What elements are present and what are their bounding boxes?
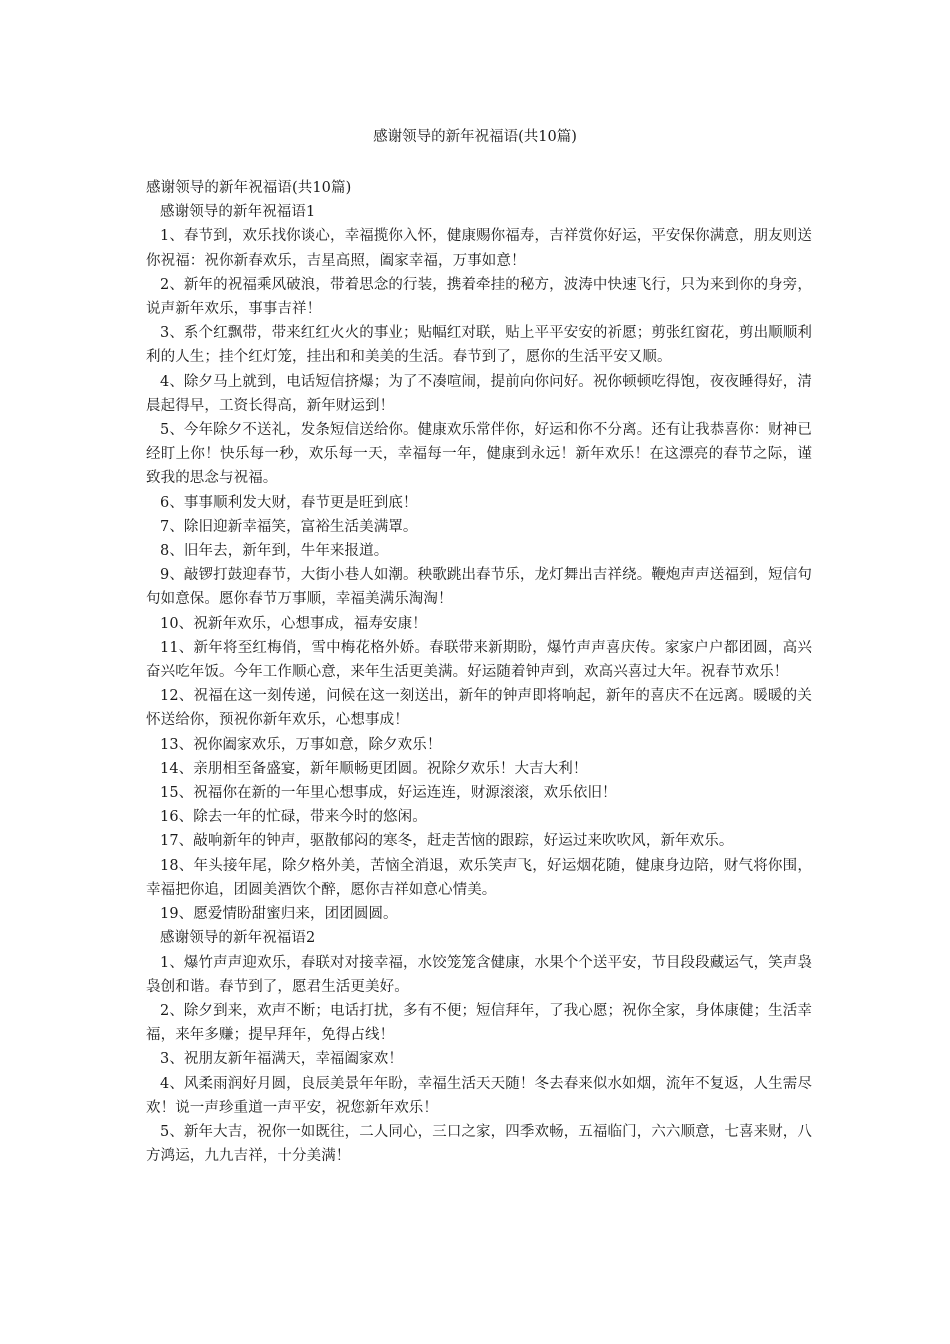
list-item: 9、敲锣打鼓迎春节，大街小巷人如潮。秧歌跳出春节乐，龙灯舞出吉祥绕。鞭炮声声送福到，短信句句如意保。愿你春节万事顺，幸福美满乐淘淘！ (146, 567, 812, 608)
list-item: 11、新年将至红梅俏，雪中梅花格外娇。春联带来新期盼，爆竹声声喜庆传。家家户户都团圆，高兴奋兴吃年饭。今年工作顺心意，来年生活更美满。好运随着钟声到，欢高兴喜过大年。祝春节欢乐！ (146, 639, 812, 681)
document-title: 感谢领导的新年祝福语(共10篇) (373, 129, 577, 145)
list-item: 5、新年大吉，祝你一如既往，二人同心，三口之家，四季欢畅，五福临门，六六顺意，七喜来财，八方鸿运，九九吉祥，十分美满！ (146, 1123, 812, 1165)
section-title: 感谢领导的新年祝福语2 (160, 930, 316, 947)
list-item: 10、祝新年欢乐，心想事成，福寿安康！ (160, 615, 427, 632)
list-item: 8、旧年去，新年到，牛年来报道。 (160, 543, 389, 560)
list-item: 1、春节到，欢乐找你谈心，幸福揽你入怀，健康赐你福寿，吉祥赏你好运，平安保你满意，朋友则送你祝福：祝你新春欢乐，吉星高照，阖家幸福，万事如意！ (146, 228, 812, 269)
list-item: 1、爆竹声声迎欢乐，春联对对接幸福，水饺笼笼含健康，水果个个送平安，节目段段藏运气，笑声袅袅创和谐。春节到了，愿君生活更美好。 (146, 954, 812, 995)
list-item: 7、除旧迎新幸福笑，富裕生活美满罩。 (160, 518, 418, 535)
list-item: 3、系个红飘带，带来红红火火的事业；贴幅红对联，贴上平平安安的祈愿；剪张红窗花，剪出顺顺利利的人生；挂个红灯笼，挂出和和美美的生活。春节到了，愿你的生活平安又顺。 (146, 325, 812, 366)
document-body (146, 176, 812, 1168)
list-item: 17、敲响新年的钟声，驱散郁闷的寒冬，赶走苦恼的跟踪，好运过来吹吹风，新年欢乐。 (160, 833, 734, 850)
list-item: 3、祝朋友新年福满天，幸福阖家欢！ (160, 1051, 403, 1068)
list-item: 15、祝福你在新的一年里心想事成，好运连连，财源滚滚，欢乐依旧！ (160, 785, 617, 802)
list-item: 18、年头接年尾，除夕格外美，苦恼全消退，欢乐笑声飞，好运烟花随，健康身边陪，财气将你围，幸福把你追，团圆美酒饮个醉，愿你吉祥如意心情美。 (146, 857, 812, 898)
list-item: 13、祝你阖家欢乐，万事如意，除夕欢乐！ (160, 736, 442, 753)
list-item: 5、今年除夕不送礼，发条短信送给你。健康欢乐常伴你，好运和你不分离。还有让我恭喜你：财神已经盯上你！快乐每一秒，欢乐每一天，幸福每一年，健康到永远！新年欢乐！在这漂亮的春节之际，谨致我的思念与祝福。 (146, 422, 812, 487)
document-heading: 感谢领导的新年祝福语(共10篇) (146, 180, 352, 196)
list-item: 16、除去一年的忙碌，带来今时的悠闲。 (160, 809, 427, 826)
section-title: 感谢领导的新年祝福语1 (160, 204, 316, 221)
list-item: 2、除夕到来，欢声不断；电话打扰，多有不便；短信拜年，了我心愿；祝你全家，身体康健；生活幸福，来年多赚；提早拜年，免得占线！ (146, 1002, 812, 1044)
list-item: 6、事事顺利发大财，春节更是旺到底！ (160, 494, 418, 511)
list-item: 19、愿爱情盼甜蜜归来，团团圆圆。 (160, 906, 398, 923)
list-item: 4、风柔雨润好月圆，良辰美景年年盼，幸福生活天天随！冬去春来似水如烟，流年不复返，人生需尽欢！说一声珍重道一声平安，祝您新年欢乐！ (146, 1075, 812, 1116)
list-item: 4、除夕马上就到，电话短信挤爆；为了不凑喧闹，提前向你问好。祝你顿顿吃得饱，夜夜睡得好，清晨起得早，工资长得高，新年财运到！ (146, 373, 812, 414)
list-item: 2、新年的祝福乘风破浪，带着思念的行装，携着牵挂的秘方，波涛中快速飞行，只为来到你的身旁，说声新年欢乐，事事吉祥！ (146, 276, 812, 318)
list-item: 14、亲朋相至备盛宴，新年顺畅更团圆。祝除夕欢乐！大吉大利！ (160, 760, 588, 777)
list-item: 12、祝福在这一刻传递，问候在这一刻送出，新年的钟声即将响起，新年的喜庆不在远离。暖暖的关怀送给你，预祝你新年欢乐，心想事成！ (146, 688, 812, 729)
